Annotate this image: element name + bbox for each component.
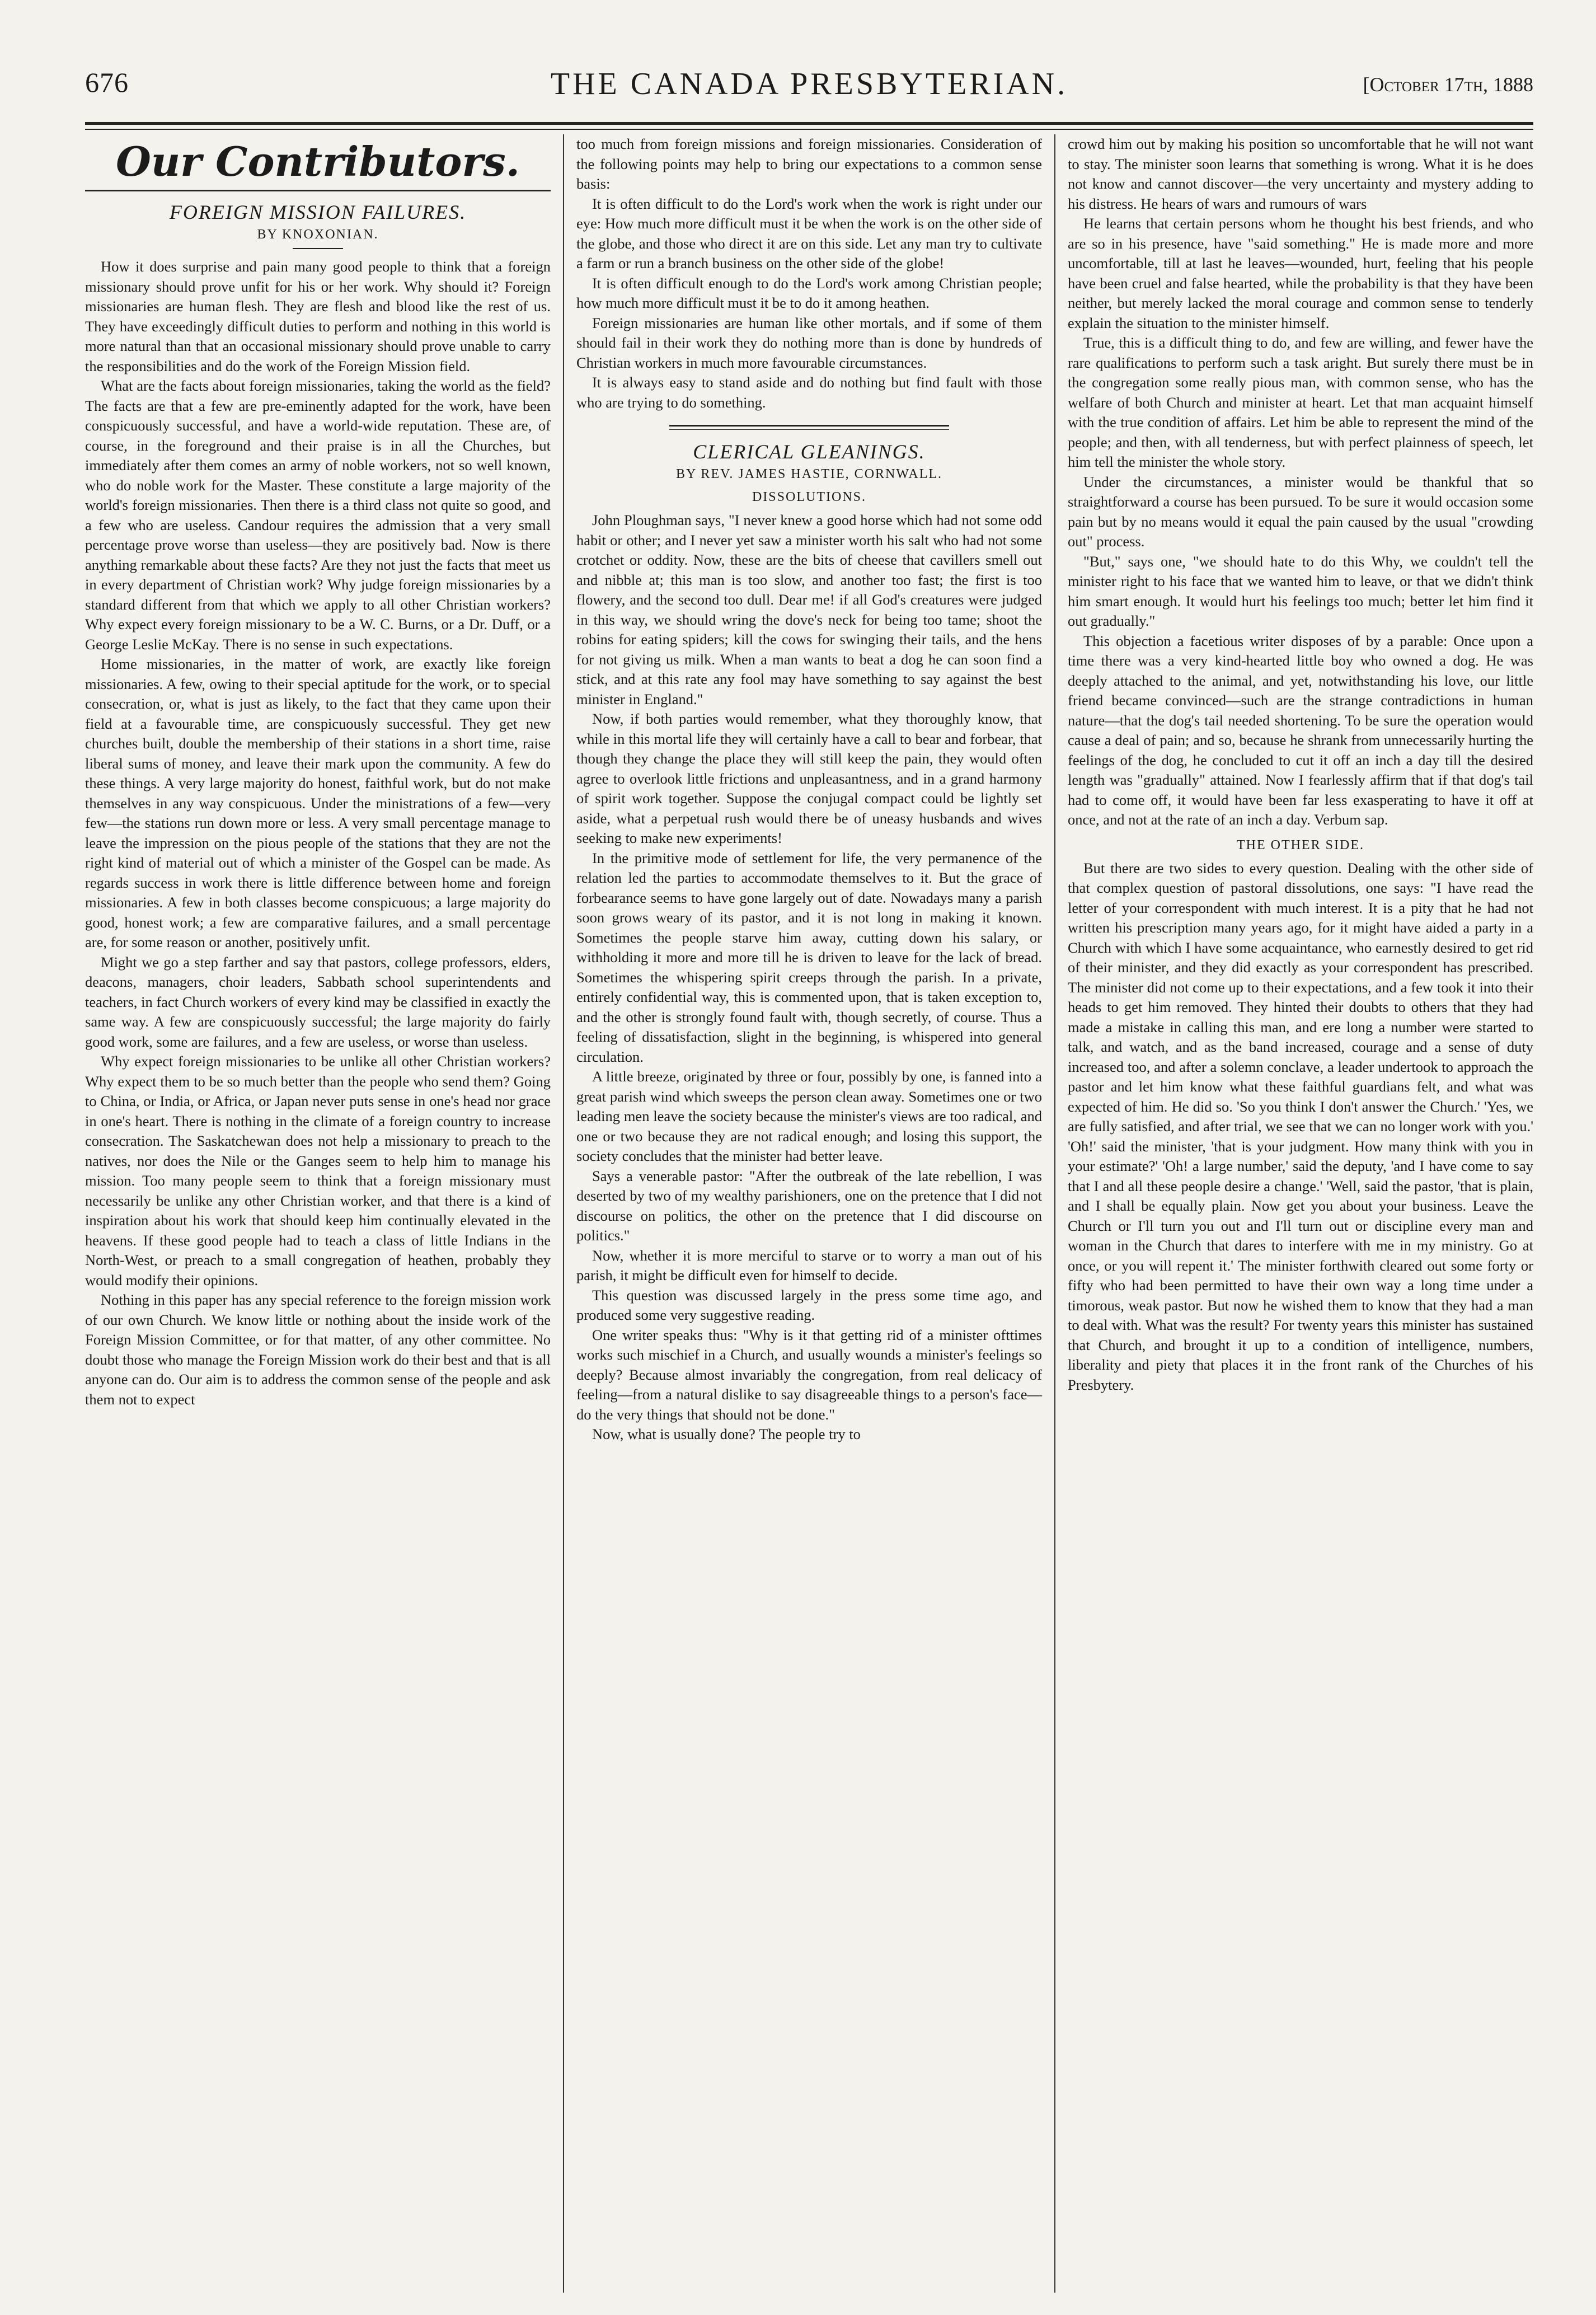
- header-rule-thin: [85, 129, 1533, 130]
- page-header: [85, 66, 1533, 116]
- paragraph: It is always easy to stand aside and do nothing but find fault with those who are trying to do something.: [576, 374, 1042, 411]
- paragraph: Foreign missionaries are human like other mortals, and if some of them should fail in their work they do nothing more than is done by hundreds of Christian workers in much more favourable circumstances.: [576, 314, 1042, 371]
- paragraph: Now, what is usually done? The people try to: [592, 1426, 861, 1442]
- paragraph: He learns that certain persons whom he thought his best friends, and who are so in his presence, have "said something." He is made more and more uncomfortable, till at last he leaves—wounded, hurt, feeling that his people have been cruel and false hearted, while the probability is that they have been neither, but merely lacked the moral courage and common sense to tenderly explain the situation to the minister himself.: [1068, 215, 1533, 331]
- paragraph: In the primitive mode of settlement for life, the very permanence of the relation led the parties to accommodate themselves to it. But the grace of forbearance seems to have gone largely out of date. Nowadays many a parish soon grows weary of its pastor, and it is not long in making it known. Sometimes the people starve him away, cutting down his salary, or withholding it more and more till he is driven to leave for the lack of bread. Sometimes the whispering spirit creeps through the parish. In a private, entirely confidential way, this is commented upon, that is taken exception to, and the other is strongly found fault with, though secretly, of course. Thus a feeling of dissatisfaction, slight in the beginning, is whispered into general circulation.: [576, 849, 1042, 1065]
- masthead: THE CANADA PRESBYTERIAN.: [550, 67, 1068, 101]
- issue-date: [October 17th, 1888: [1363, 73, 1533, 96]
- paragraph: What are the facts about foreign missionaries, taking the world as the field? The facts are that a few are pre-eminently adapted for the work, have been conspicuously successful, and have a world-wide reputation. These are, of course, in the foreground and their praise is in all the Churches, but immediately after them comes an army of noble workers, not so well known, who do noble work for the Master. These constitute a large majority of the world's foreign missionaries. Then there is a third class not quite so good, and a few who are useless. Candour requires the admission that a very small percentage prove worse than useless—they are positively bad. Now is there anything remarkable about these facts? Are they not just the facts that meet us in every department of Christian work? Why judge foreign missionaries by a standard different from that which we apply to all other Christian workers? Why expect every foreign missionary to be a W. C. Burns, or a Dr. Duff, or a George Leslie McKay. There is no sense in such expectations.: [85, 377, 551, 653]
- paragraph: Now, whether it is more merciful to starve or to worry a man out of his parish, it might be difficult even for himself to decide.: [576, 1246, 1042, 1283]
- paragraph: But there are two sides to every question. Dealing with the other side of that complex question of pastoral dissolutions, one says: "I have read the letter of your correspondent with much interest. It is a pity that he had not written his prescription many years ago, for it might have aided a party in a Church with which I have some acquaintance, who earnestly desired to get rid of their minister, and they did exactly as your correspondent has prescribed. The minister did not come up to their expectations, and a few took it into their heads to get him removed. They hinted their doubts to others that they had made a mistake in calling this man, and ere long a number were started to talk, and watch, and as the band increased, courage and a sense of duty increased too, and after a solemn conclave, a leader undertook to approach the pastor and let him know what these faithful guardians felt, and what was expected of him. He did so. 'So you think I don't answer the Church.' 'Yes, we are fully satisfied, and after trial, we see that we can no longer work with you.' 'Oh!' said the minister, 'that is your judgment. How many think with you in your estimate?' 'Oh! a large number,' said the deputy, 'and I have come to say that I and all these people desire a change.' 'Well, said the pastor, 'that is plain, and I shall be equally plain. Now get you about your business. Leave the Church or I'll turn you out and I'll turn out or discipline every man and woman in the Church that dares to interfere with me in my ministry. Go at once, or you will repent it.' The minister forthwith cleared out some forty or fifty who had been permitted to have their own way a long time under a timorous, weak pastor. But now he wished them to know that they had a man to deal with. What was the result? For twenty years this minister has sustained that Church, and brought it up to a condition of intelligence, numbers, liberality and piety that places it in the front rank of the Churches of his Presbytery.: [1068, 859, 1533, 1393]
- paragraph: Under the circumstances, a minister would be thankful that so straightforward a course has been pursued. To be sure it would occasion some pain but by no means would it equal the pain caused by the usual "crowding out" process.: [1068, 473, 1533, 550]
- column-3: [1054, 134, 1533, 2293]
- paragraph: One writer speaks thus: "Why is it that getting rid of a minister ofttimes works such mischief in a Church, and usually wounds a minister's feelings so deeply? Because almost invariably the congregation, from real delicacy of feeling—from a natural dislike to say disagreeable things to a person's face—do the very things that should not be done.": [576, 1326, 1042, 1423]
- column-1: [85, 134, 563, 2293]
- paragraph: Now, if both parties would remember, what they thoroughly know, that while in this mortal life they will certainly have a call to bear and forbear, that though they change the place they will still keep the pain, they would often agree to overlook little frictions and unpleasantness, and in a grand harmony of spirit work together. Suppose the conjugal compact could be lightly set aside, what a perpetual rush would there be of uneasy husbands and wives seeking to make new experiments!: [576, 710, 1042, 846]
- subheading: DISSOLUTIONS.: [752, 490, 866, 504]
- byline: BY KNOXONIAN.: [257, 227, 379, 242]
- section-title: Our Contributors.: [85, 138, 551, 191]
- paragraph: It is often difficult enough to do the Lord's work among Christian people; how much more difficult must it be to do it among heathen.: [576, 274, 1042, 311]
- subheading: THE OTHER SIDE.: [1237, 837, 1364, 852]
- paragraph: Why expect foreign missionaries to be unlike all other Christian workers? Why expect them to be so much better than the people who send them? Going to China, or India, or Africa, or Japan never puts sense in one's head nor grace in one's heart. There is nothing in the climate of a foreign country to increase consecration. The Saskatchewan does not help a missionary to preach to the natives, nor does the Nile or the Ganges seem to help him to manage his mission. Too many people seem to think that a foreign missionary must necessarily be unlike any other Christian worker, and that there is a kind of inspiration about his work that should keep him continually elevated in the heavens. If these good people had to teach a class of little Indians in the North-West, or preach to a small congregation of heathen, probably they would modify their opinions.: [85, 1053, 551, 1288]
- header-rule-thick: [85, 122, 1533, 125]
- byline: BY REV. JAMES HASTIE, CORNWALL.: [675, 467, 943, 481]
- article-title: FOREIGN MISSION FAILURES.: [169, 201, 467, 223]
- columns: [85, 134, 1533, 2293]
- page-number: 676: [85, 67, 129, 98]
- paragraph: This question was discussed largely in the press some time ago, and produced some very suggestive reading.: [576, 1286, 1042, 1323]
- paragraph: too much from foreign missions and foreign missionaries. Consideration of the following points may help to bring our expectations to a common sense basis:: [576, 135, 1042, 192]
- column-2: [563, 134, 1054, 2293]
- paragraph: Home missionaries, in the matter of work, are exactly like foreign missionaries. A few, owing to their special aptitude for the work, or to special consecration, or, what is just as likely, to the fact that they came upon their field at a favourable time, are conspicuously successful. They get new churches built, double the membership of their stations in a short time, raise liberal sums of money, and leave their mark upon the community. A few do these things. A very large majority do honest, faithful work, but do not make themselves in any way conspicuous. Under the ministrations of a few—very few—the stations run down more or less. A very small percentage manage to leave the impression on the pious people of the stations that they are not the right kind of material out of which a minister of the Gospel can be made. As regards success in work there is little difference between home and foreign missionaries. A few in both classes become conspicuous; a large majority do good, honest work; a few are comparative failures, and a small percentage are, for some reason or another, positively unfit.: [85, 655, 551, 950]
- paragraph: This objection a facetious writer disposes of by a parable: Once upon a time there was a very kind-hearted little boy who owned a dog. He was deeply attached to the animal, and yet, notwithstanding his love, our little friend became convinced—such are the strange contradictions in human nature—that the dog's tail needed shortening. To be sure the operation would cause a deal of pain; and so, because he shrank from unnecessarily hurting the feelings of the dog, he concluded to cut it off an inch a day till the desired length was "gradually" attained. Now I fearlessly affirm that if that dog's tail had to come off, it would have been far less exasperating to have it off at once, and not at the rate of an inch a day. Verbum sap.: [1068, 632, 1533, 828]
- paragraph: How it does surprise and pain many good people to think that a foreign missionary should prove unfit for his or her work. Why should it? Foreign missionaries are human flesh. They are flesh and blood like the rest of us. They have exceedingly difficult duties to perform and nothing in this world is more natural than that an occasional missionary should prove unable to carry the responsibilities and do the work of the Foreign Mission field.: [85, 258, 551, 374]
- paragraph: It is often difficult to do the Lord's work when the work is right under our eye: How much more difficult must it be when the work is on the other side of the globe, and those who direct it are on this side. Let any man try to cultivate a farm or run a branch business on the other side of the globe!: [576, 195, 1042, 271]
- short-rule: [293, 248, 343, 249]
- paragraph: Says a venerable pastor: "After the outbreak of the late rebellion, I was deserted by two of my wealthy parishioners, one on the pretence that I did not discourse on politics, the other on the pretence that I did discourse on politics.": [576, 1167, 1042, 1244]
- paragraph: True, this is a difficult thing to do, and few are willing, and fewer have the rare qualifications to perform such a task aright. But surely there must be in the congregation some really pious man, with common sense, who has the welfare of both Church and minister at heart. Let that man acquaint himself with the true condition of affairs. Let him be able to represent the mind of the people; and then, with all tenderness, but with perfect plainness of speech, let him tell the minister the whole story.: [1068, 334, 1533, 470]
- paragraph: John Ploughman says, "I never knew a good horse which had not some odd habit or other; and I never yet saw a minister worth his salt who had not some crotchet or oddity. Now, these are the bits of cheese that cavillers smell out and nibble at; this man is too slow, and another too fast; the first is too flowery, and the second too dull. Dear me! if all God's creatures were judged in this way, we should wring the dove's neck for being too tame; shoot the robins for eating spiders; kill the cows for swinging their tails, and the hens for not giving us milk. When a man wants to beat a dog he can soon find a stick, and at this rate any fool may have something to say against the best minister in England.": [576, 512, 1042, 707]
- paragraph: A little breeze, originated by three or four, possibly by one, is fanned into a great parish wind which sweeps the person clean away. Sometimes one or two leading men leave the society because the minister's views are too radical, and one or two because they are not radical enough; and losing this support, the society concludes that the minister had better leave.: [576, 1068, 1042, 1164]
- paragraph: Might we go a step farther and say that pastors, college professors, elders, deacons, managers, choir leaders, Sabbath school superintendents and teachers, in fact Church workers of every kind may be classified in exactly the same way. A few are conspicuously successful; the large majority do fairly good work, some are failures, and a few are useless, or worse than useless.: [85, 953, 551, 1050]
- paragraph: crowd him out by making his position so uncomfortable that he will not want to stay. The minister soon learns that something is wrong. What it is he does not know and cannot discover—the very uncertainty and mystery adding to his distress. He hears of wars and rumours of wars: [1068, 135, 1533, 212]
- paragraph: "But," says one, "we should hate to do this Why, we couldn't tell the minister right to his face that we wanted him to leave, or that we didn't think him smart enough. It would hurt his feelings too much; better let him find it out gradually.": [1068, 552, 1533, 629]
- paragraph: Nothing in this paper has any special reference to the foreign mission work of our own Church. We know little or nothing about the inside work of the Foreign Mission Committee, or for that matter, of any other committee. No doubt those who manage the Foreign Mission work do their best and that is all anyone can do. Our aim is to address the common sense of the people and ask them not to expect: [85, 1291, 551, 1408]
- article-title: CLERICAL GLEANINGS.: [693, 440, 926, 463]
- article-divider: [669, 425, 949, 430]
